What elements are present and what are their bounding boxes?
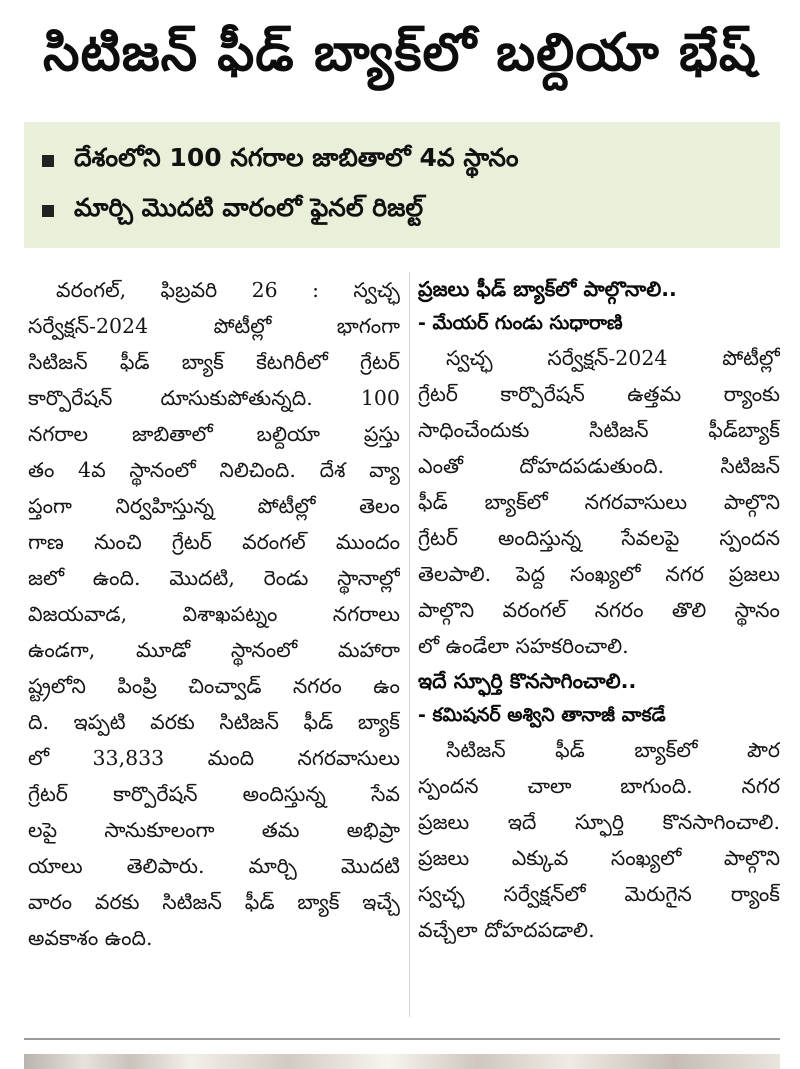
word: దోహదపడుతుంది. <box>519 454 665 478</box>
body-line <box>28 488 400 524</box>
word: లో <box>28 746 50 770</box>
word: వరకు <box>94 890 140 914</box>
word: వరంగల్ <box>502 598 567 622</box>
word: బ్యాక్ <box>357 710 400 734</box>
word: స్థానంలో <box>129 458 196 482</box>
word: ప్తంగా <box>28 494 72 518</box>
word: నుంచి <box>94 530 142 554</box>
body-line <box>418 376 780 412</box>
body-line <box>28 812 400 848</box>
word: ప్రజలు <box>418 846 470 870</box>
word: పాల్గొని <box>723 490 780 514</box>
word: దూసుకుపోతున్నది. <box>160 386 313 410</box>
word: కార్పొరేషన్ <box>113 782 198 806</box>
word: కేటగిరీలో <box>256 350 328 374</box>
word: నగరాలు <box>332 602 400 626</box>
body-line <box>28 452 400 488</box>
body-line <box>28 596 400 632</box>
word: మెరుగైన <box>624 882 692 906</box>
word: గ్రేటర్ <box>418 526 458 550</box>
word: గ్రేటర్ <box>360 350 400 374</box>
word: స్థానంలో <box>230 638 298 662</box>
word: చాలా <box>527 774 572 798</box>
word: ఫీడ్ <box>418 490 448 514</box>
word: పింప్రి <box>117 674 157 698</box>
word: తమ <box>261 818 300 842</box>
word: తెలం <box>359 494 400 518</box>
highlight-item <box>42 136 780 186</box>
body-line: అవకాశం ఉంది. <box>28 926 153 950</box>
word: పోటీల్లో <box>257 494 316 518</box>
body-line <box>418 876 780 912</box>
word: సిటిజన్ <box>162 890 222 914</box>
body-line <box>418 768 780 804</box>
word: నగరవాసులు <box>297 746 400 770</box>
word: అభిప్రా <box>346 818 400 842</box>
body-line <box>28 884 400 920</box>
word: లపై <box>28 818 58 842</box>
word: ఫీడ్ <box>555 738 585 762</box>
word: బ్యాక్‌లో <box>484 490 548 514</box>
word: సిటిజన్ <box>446 738 506 762</box>
word: చించ్వాడ్ <box>188 674 262 698</box>
right-column <box>418 272 780 948</box>
section-byline: - మేయర్ గుండు సుధారాణి <box>418 312 623 334</box>
word: విశాఖపట్నం <box>182 602 278 626</box>
word: మార్చి <box>248 854 297 878</box>
word: జాబితాలో <box>132 422 213 446</box>
body-line <box>28 344 400 380</box>
word: గ్రేటర్ <box>418 382 458 406</box>
word: నిలిచింది. <box>219 458 296 482</box>
word: పౌర <box>746 738 780 762</box>
highlights-box <box>24 122 780 248</box>
word: వరంగల్ <box>242 530 306 554</box>
word: అందిస్తున్న <box>242 782 326 806</box>
body-line <box>418 840 780 876</box>
word: జలో <box>28 566 65 590</box>
body-line <box>28 740 400 776</box>
word: కొనసాగించాలి. <box>662 810 780 834</box>
word: తం <box>28 458 55 482</box>
word: ది. <box>28 710 49 734</box>
word: ర్యాంకు <box>723 382 780 406</box>
highlight-text: మార్చి మొదటి వారంలో ఫైనల్ రిజల్ట్ <box>74 193 424 222</box>
bottom-divider <box>24 1038 780 1040</box>
word: స్ఫూర్తి <box>575 810 625 834</box>
word: మూడో <box>136 638 191 662</box>
word: సిటిజన్ <box>720 454 780 478</box>
column-divider <box>409 272 410 1017</box>
word: నిర్వహిస్తున్న <box>115 494 214 518</box>
word: మంది <box>207 746 255 770</box>
word: అందిస్తున్న <box>497 526 582 550</box>
body-line <box>418 484 780 520</box>
section-subhead: ప్రజలు ఫీడ్ బ్యాక్‌లో పాల్గొనాలి.. <box>418 277 677 301</box>
body-line <box>28 308 400 344</box>
body-line <box>28 848 400 884</box>
word: 33,833 <box>92 746 165 770</box>
section-byline: - కమిషనర్ అశ్విని తానాజీ వాకడే <box>418 704 666 726</box>
body-line <box>28 524 400 560</box>
word: ఉం <box>373 674 400 698</box>
body-line: వచ్చేలా దోహదపడాలి. <box>418 918 595 942</box>
word: నగరాల <box>28 422 89 446</box>
word: పోటీల్లో <box>722 346 780 370</box>
word: వారం <box>28 890 73 914</box>
body-line <box>28 704 400 740</box>
word: వ్యా <box>369 458 400 482</box>
body-line <box>28 272 400 308</box>
word: ఫీడ్ <box>244 890 275 914</box>
body-line <box>418 592 780 628</box>
word: పాల్గొని <box>723 846 780 870</box>
word: కార్పొరేషన్ <box>500 382 585 406</box>
word: సేవలపై <box>621 526 680 550</box>
body-line <box>418 732 780 768</box>
word: బాగుంది. <box>620 774 693 798</box>
highlight-item <box>42 186 780 236</box>
word: ఎక్కువ <box>511 846 569 870</box>
section-subhead: ఇదే స్ఫూర్తి కొనసాగించాలి.. <box>418 669 637 693</box>
word: నగర <box>665 562 704 586</box>
word: ఫిబ్రవరి <box>160 278 218 302</box>
word: మహారా <box>337 638 400 662</box>
word: ఇప్పటి <box>73 710 126 734</box>
word: ముందం <box>335 530 400 554</box>
square-bullet-icon <box>42 205 54 217</box>
word: వరకు <box>150 710 195 734</box>
word: మొదటి <box>340 854 400 878</box>
word: ఇచ్చే <box>362 890 400 914</box>
word: తెలపాలి. <box>418 562 492 586</box>
word: బల్దియా <box>256 422 321 446</box>
word: ష్ట్రలోని <box>28 674 86 698</box>
word: స్థానాల్లో <box>337 566 400 590</box>
word: ఉంది. <box>92 566 141 590</box>
word: స్వచ్ఛ <box>353 278 400 302</box>
word: ఇదే <box>507 810 537 834</box>
word: పోటీల్లో <box>213 314 272 338</box>
word: ఎంతో <box>418 454 463 478</box>
body-line <box>418 340 780 376</box>
word: స్వచ్ఛ <box>418 882 465 906</box>
word: నగరం <box>292 674 342 698</box>
word: స్వచ్ఛ <box>446 346 493 370</box>
word: గ్రేటర్ <box>28 782 68 806</box>
word: స్పందన <box>418 774 479 798</box>
word: పెద్ద <box>516 562 546 586</box>
word: సర్వేక్షన్-2024 <box>547 346 668 370</box>
word: సాధించేందుకు <box>418 418 530 442</box>
word: ప్రజలు <box>418 810 470 834</box>
word: ఉండగా, <box>28 638 96 662</box>
body-line <box>418 520 780 556</box>
word: స్పందన <box>719 526 780 550</box>
word: ర్యాంక్ <box>730 882 780 906</box>
word: బ్యాక్ <box>181 350 224 374</box>
word: సిటిజన్ <box>588 418 649 442</box>
word: ప్రజలు <box>728 562 780 586</box>
word: ఫీడ్ <box>303 710 334 734</box>
body-line <box>28 776 400 812</box>
word: కార్పొరేషన్ <box>28 386 113 410</box>
word: భాగంగా <box>336 314 400 338</box>
highlight-text: దేశంలోని 100 నగరాల జాబితాలో 4వ స్థానం <box>74 143 519 172</box>
word: సిటిజన్ <box>28 350 88 374</box>
word: సిటిజన్ <box>219 710 279 734</box>
word: బ్యాక్ <box>297 890 340 914</box>
word: సర్వేక్షన్‌లో <box>503 882 586 906</box>
word: విజయవాడ, <box>28 602 128 626</box>
word: తొలి <box>671 598 707 622</box>
word: రెండు <box>263 566 309 590</box>
word: మొదటి, <box>169 566 235 590</box>
word: సర్వేక్షన్-2024 <box>28 314 149 338</box>
body-line <box>28 668 400 704</box>
body-line <box>418 804 780 840</box>
body-line <box>418 448 780 484</box>
word: ఉత్తమ <box>627 382 682 406</box>
word: ప్రస్తు <box>363 422 400 446</box>
body-line <box>418 556 780 592</box>
word: నగరం <box>594 598 644 622</box>
word: : <box>312 278 320 302</box>
next-article-image-strip <box>24 1054 780 1069</box>
body-line <box>418 412 780 448</box>
word: పాల్గొని <box>418 598 475 622</box>
body-line <box>28 632 400 668</box>
left-column <box>28 272 400 956</box>
word: సానుకూలంగా <box>104 818 215 842</box>
body-line <box>28 416 400 452</box>
word: గాణ <box>28 530 64 554</box>
word: వరంగల్, <box>56 278 127 302</box>
body-line: లో ఉండేలా సహకరించాలి. <box>418 634 629 658</box>
word: నగరవాసులు <box>584 490 688 514</box>
word: స్థానం <box>734 598 780 622</box>
headline: సిటిజన్ ఫీడ్ బ్యాక్‌లో బల్దియా భేష్ <box>43 22 757 83</box>
word: సేవ <box>371 782 400 806</box>
body-line <box>28 380 400 416</box>
word: సంఖ్యలో <box>569 562 641 586</box>
word: ఫీడ్ <box>119 350 150 374</box>
body-line <box>28 560 400 596</box>
word: యాలు <box>28 854 83 878</box>
word: నగర <box>741 774 780 798</box>
word: 100 <box>360 386 400 410</box>
word: గ్రేటర్ <box>171 530 212 554</box>
word: సంఖ్యలో <box>610 846 682 870</box>
word: తెలిపారు. <box>126 854 205 878</box>
word: బ్యాక్‌లో <box>634 738 698 762</box>
word: ఫీడ్‌బ్యాక్ <box>708 418 780 442</box>
word: 26 <box>251 278 278 302</box>
word: 4వ <box>78 458 106 482</box>
word: దేశ <box>319 458 346 482</box>
square-bullet-icon <box>42 155 54 167</box>
